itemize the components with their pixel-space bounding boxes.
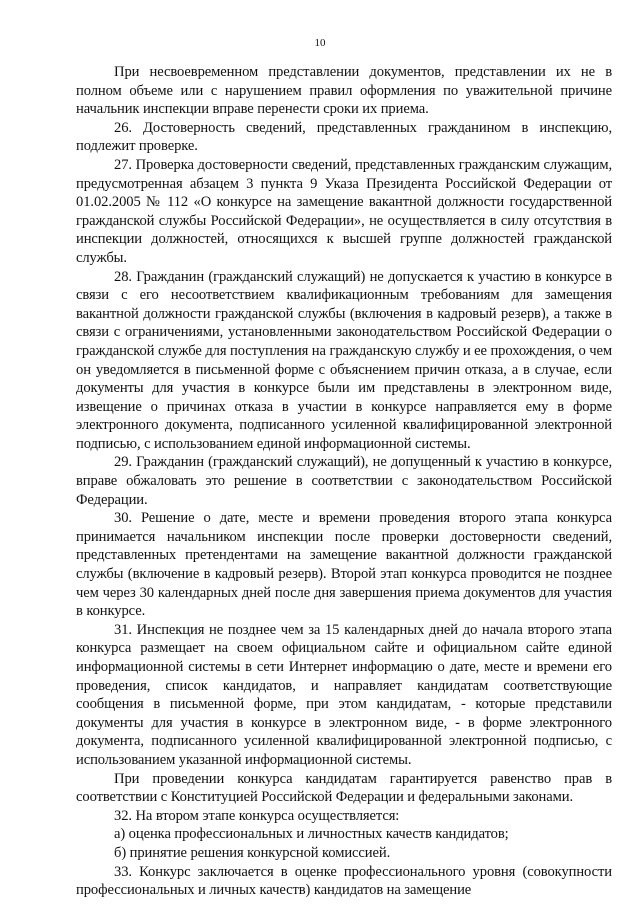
paragraph-29: 29. Гражданин (гражданский служащий), не допущенный к участию в конкурсе, вправе обжаловать это решение в соответствии с законодательством Российской Федерации. [76,454,612,508]
paragraph-27: 27. Проверка достоверности сведений, представленных гражданским служащим, предусмотренная абзацем 3 пункта 9 Указа Президента Российской Федерации от 01.02.2005 № 112 «О конкурсе на замещение вакантной должности государственной гражданской службы Российской Федерации», не осуществляется в силу отсутствия в инспекции должностей, относящихся к высшей группе должностей гражданской службы. [76,156,612,266]
paragraph-31: 31. Инспекция не позднее чем за 15 календарных дней до начала второго этапа конкурса размещает на своем официальном сайте и официальном сайте единой информационной системы в сети Интернет информацию о дате, месте и времени его проведения, список кандидатов, и направляет кандидатам соответствующие сообщения в письменной форме, при этом кандидатам, - которые представили документы для участия в конкурсе в электронном виде, - в форме электронного документа, подписанного усиленной квалифицированной электронной подписью, с использованием указанной информационной системы. [76,621,612,768]
paragraph-33: 33. Конкурс заключается в оценке профессионального уровня (совокупности профессиональных и личных качеств) кандидатов на замещение [76,863,612,899]
paragraph-30: 30. Решение о дате, месте и времени проведения второго этапа конкурса принимается начальником инспекции после проверки достоверности сведений, представленных претендентами на замещение вакантной должности гражданской службы (включение в кадровый резерв). Второй этап конкурса проводится не позднее чем через 30 календарных дней после дня завершения приема документов для участия в конкурсе. [76,510,612,620]
paragraph-28: 28. Гражданин (гражданский служащий) не допускается к участию в конкурсе в связи с его несоответствием квалификационным требованиям для замещения вакантной должности гражданской службы (включения в кадровый резерв), а также в связи с ограничениями, установленными законодательством Российской Федерации о гражданской службе для поступления на гражданскую службу и ее прохождения, о чем он уведомляется в письменной форме с объяснением причин отказа, а в случае, если документы для участия в конкурсе были им представлены в электронном виде, извещение о причинах отказа в участии в конкурсе направляется ему в форме электронного документа, подписанного усиленной квалифицированной электронной подписью, с использованием единой информационной системы. [76,268,612,452]
document-body [76,63,612,900]
paragraph-26: 26. Достоверность сведений, представленных гражданином в инспекцию, подлежит проверке. [76,119,612,155]
paragraph-32: 32. На втором этапе конкурса осуществляется: [114,807,400,824]
page-number: 10 [314,37,326,49]
paragraph-late-submission: При несвоевременном представлении документов, представлении их не в полном объеме или с нарушением правил оформления по уважительной причине начальник инспекции вправе перенести сроки их приема. [76,64,612,118]
list-item-a: а) оценка профессиональных и личностных качеств кандидатов; [114,826,509,843]
paragraph-equal-rights: При проведении конкурса кандидатам гарантируется равенство прав в соответствии с Конституцией Российской Федерации и федеральными законами. [76,770,612,806]
list-item-b: б) принятие решения конкурсной комиссией. [114,844,391,861]
